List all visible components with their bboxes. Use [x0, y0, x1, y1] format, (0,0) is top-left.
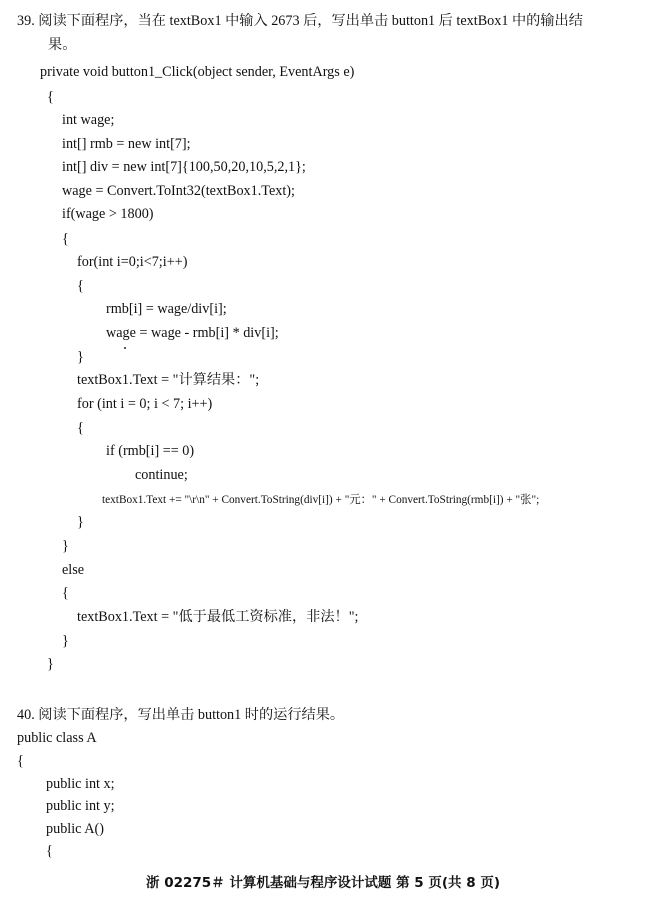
code-line: }	[62, 538, 69, 554]
code-line: {	[77, 278, 84, 294]
question-39-title: 39. 阅读下面程序，当在 textBox1 中输入 2673 后，写出单击 button1 后 textBox1 中的输出结	[17, 13, 583, 29]
code-line: textBox1.Text += "\r\n" + Convert.ToString(div[i]) + "元：" + Convert.ToString(rmb[i]) + "张";	[102, 494, 540, 506]
code-line: {	[47, 89, 54, 105]
code-line: }	[77, 349, 84, 365]
code-line: if(wage > 1800)	[62, 206, 154, 222]
question-40-title: 40. 阅读下面程序，写出单击 button1 时的运行结果。	[17, 707, 345, 723]
code-line: {	[62, 585, 69, 601]
code-line: int wage;	[62, 112, 115, 128]
code-line: for (int i = 0; i < 7; i++)	[77, 396, 213, 412]
code-line: textBox1.Text = "低于最低工资标准，非法！";	[77, 609, 359, 625]
code-line: wage = wage - rmb[i] * div[i];	[106, 325, 279, 341]
code-line: }	[77, 514, 84, 530]
code-line: if (rmb[i] == 0)	[106, 443, 195, 459]
page-footer: 浙 02275＃ 计算机基础与程序设计试题 第 5 页(共 8 页)	[146, 875, 500, 891]
code-line: for(int i=0;i<7;i++)	[77, 254, 188, 270]
code-line: int[] div = new int[7]{100,50,20,10,5,2,1};	[62, 159, 306, 175]
code-line: }	[47, 656, 54, 672]
code-line: {	[62, 231, 69, 247]
code-line: rmb[i] = wage/div[i];	[106, 301, 227, 317]
code-line: {	[17, 753, 24, 769]
code-line: int[] rmb = new int[7];	[62, 136, 191, 152]
code-line: public int y;	[46, 798, 115, 814]
scan-speck	[124, 347, 126, 349]
code-line: {	[77, 420, 84, 436]
code-line: public class A	[17, 730, 97, 746]
code-line: public int x;	[46, 776, 115, 792]
code-line: continue;	[135, 467, 188, 483]
code-line: private void button1_Click(object sender, EventArgs e)	[40, 64, 355, 80]
code-line: textBox1.Text = "计算结果：";	[77, 372, 260, 388]
code-line: public A()	[46, 821, 104, 837]
code-line: }	[62, 633, 69, 649]
code-line: {	[46, 843, 53, 859]
code-line: wage = Convert.ToInt32(textBox1.Text);	[62, 183, 295, 199]
question-39-title-cont: 果。	[48, 37, 77, 53]
code-line: else	[62, 562, 85, 578]
